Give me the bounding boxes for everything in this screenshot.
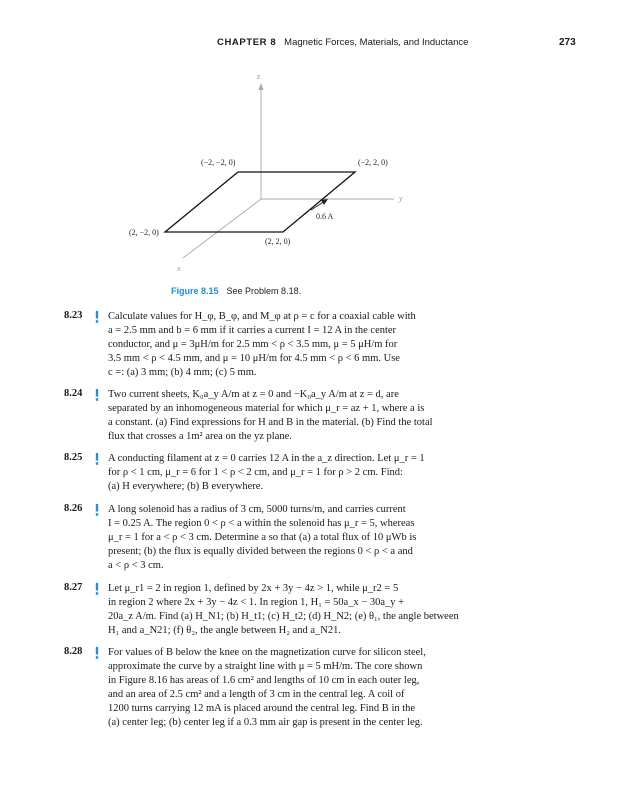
chapter-title: Magnetic Forces, Materials, and Inductance — [284, 37, 469, 48]
problem-line: (a) center leg; (b) center leg if a 0.3 mm air gap is present in the center leg. — [108, 716, 423, 728]
problem-line: (a) H everywhere; (b) B everywhere. — [108, 480, 264, 492]
current-label: 0.6 A — [316, 212, 334, 221]
corner-label-top-right: (−2, 2, 0) — [358, 158, 388, 167]
page-number: 273 — [559, 37, 576, 48]
problem-line: 20a_z A/m. Find (a) H_N1; (b) H_t1; (c) H_t2; (d) H_N2; (e) θ₁, the angle between — [108, 610, 459, 622]
x-axis-label: x — [177, 264, 181, 273]
chapter-label: CHAPTER 8 — [217, 37, 277, 48]
problem-line: 3.5 mm < ρ < 4.5 mm, and μ = 10 μH/m for 4.5 mm < ρ < 6 mm. Use — [108, 352, 400, 364]
running-header — [0, 37, 627, 51]
problem-line: I = 0.25 A. The region 0 < ρ < a within the solenoid has μ_r = 5, whereas — [108, 517, 415, 529]
figure-caption-text: See Problem 8.18. — [226, 286, 302, 296]
problem-text — [108, 582, 540, 638]
exclamation-icon — [94, 389, 100, 401]
problem-line: μ_r = 1 for a < ρ < 3 cm. Determine a so that (a) a total flux of 10 μWb is — [108, 531, 417, 543]
figure-8-15 — [120, 68, 430, 283]
problem-line: in region 2 where 2x + 3y − 4z < 1. In region 1, H₁ = 50a_x − 30a_y + — [108, 596, 405, 608]
exclamation-icon — [94, 647, 100, 659]
problem-line: c =: (a) 3 mm; (b) 4 mm; (c) 5 mm. — [108, 366, 257, 378]
problem-number: 8.24 — [64, 388, 83, 399]
current-arrowhead — [321, 199, 328, 205]
exclamation-icon — [94, 504, 100, 516]
problem-line: A long solenoid has a radius of 3 cm, 5000 turns/m, and carries current — [108, 504, 406, 515]
figure-caption — [171, 286, 301, 296]
problem-number: 8.28 — [64, 646, 83, 657]
chapter-heading — [217, 37, 468, 48]
z-axis-label: z — [257, 72, 261, 81]
exclamation-icon — [94, 453, 100, 465]
problem-line: conductor, and μ = 3μH/m for 2.5 mm < ρ < 3.5 mm, μ = 5 μH/m for — [108, 338, 398, 350]
problem-line: separated by an inhomogeneous material for which μ_r = az + 1, where a is — [108, 402, 425, 414]
problem-line: approximate the curve by a straight line with μ = 5 mH/m. The core shown — [108, 660, 423, 672]
problem-line: Two current sheets, K₀a_y A/m at z = 0 and −K₀a_y A/m at z = d, are — [108, 389, 399, 400]
problem-line: present; (b) the flux is equally divided between the regions 0 < ρ < a and — [108, 545, 413, 557]
problem-line: for ρ < 1 cm, μ_r = 6 for 1 < ρ < 2 cm, and μ_r = 1 for ρ > 2 cm. Find: — [108, 466, 403, 478]
problem-line: a = 2.5 mm and b = 6 mm if it carries a current I = 12 A in the center — [108, 324, 397, 336]
problem-text — [108, 388, 540, 444]
problem-text — [108, 503, 540, 573]
problem-line: Let μ_r1 = 2 in region 1, defined by 2x + 3y − 4z > 1, while μ_r2 = 5 — [108, 583, 399, 594]
current-loop — [165, 172, 355, 232]
problem-line: Calculate values for H_φ, B_φ, and M_φ at ρ = c for a coaxial cable with — [108, 311, 416, 322]
problem-line: A conducting filament at z = 0 carries 12 A in the a_z direction. Let μ_r = 1 — [108, 453, 425, 464]
exclamation-icon — [94, 311, 100, 323]
problem-line: a < ρ < 3 cm. — [108, 559, 164, 571]
problem-text — [108, 646, 540, 729]
y-axis-label: y — [399, 194, 403, 203]
z-axis-arrowhead — [259, 83, 264, 90]
problem-number: 8.27 — [64, 582, 83, 593]
corner-label-top-left: (−2, −2, 0) — [201, 158, 236, 167]
corner-label-bottom-right: (2, 2, 0) — [265, 237, 291, 246]
problem-text — [108, 452, 540, 494]
problem-line: 1200 turns carrying 12 mA is placed around the central leg. Find B in the — [108, 702, 416, 714]
corner-label-bottom-left: (2, −2, 0) — [129, 228, 159, 237]
problem-number: 8.25 — [64, 452, 83, 463]
problem-number: 8.23 — [64, 310, 83, 321]
exclamation-icon — [94, 583, 100, 595]
problem-line: H₁ and a_N21; (f) θ₂, the angle between H₂ and a_N21. — [108, 624, 341, 636]
problem-line: in Figure 8.16 has areas of 1.6 cm² and lengths of 10 cm in each outer leg, — [108, 674, 420, 686]
problem-line: and an area of 2.5 cm² and a length of 3 cm in the central leg. A coil of — [108, 688, 405, 700]
problem-line: For values of B below the knee on the magnetization curve for silicon steel, — [108, 647, 426, 658]
problem-text — [108, 310, 540, 380]
problem-line: flux that crosses a 1m² area on the yz plane. — [108, 430, 292, 442]
figure-caption-label: Figure 8.15 — [171, 286, 219, 296]
problem-line: a constant. (a) Find expressions for H and B in the material. (b) Find the total — [108, 416, 433, 428]
problem-number: 8.26 — [64, 503, 83, 514]
